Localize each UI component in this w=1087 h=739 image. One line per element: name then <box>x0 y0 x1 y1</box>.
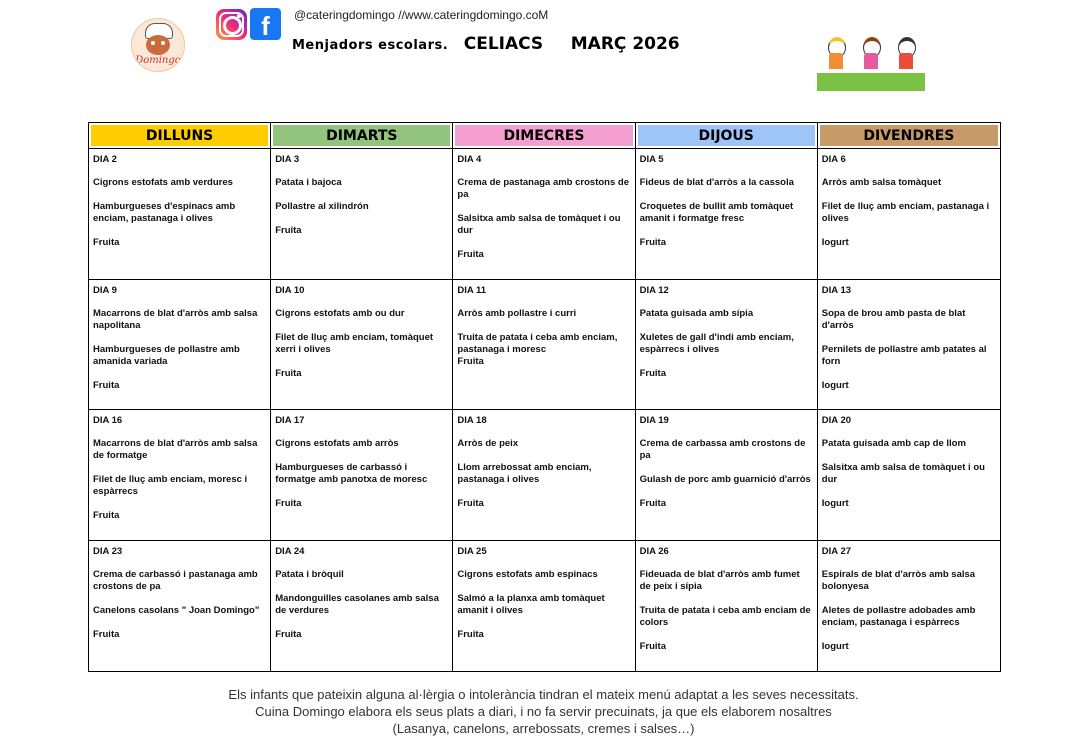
day-number: DIA 27 <box>821 545 852 557</box>
catering-logo <box>131 18 185 72</box>
menu-cell <box>89 280 271 411</box>
dish-item: Espirals de blat d'arròs amb salsa bolonyesa <box>821 568 976 592</box>
day-number: DIA 18 <box>457 415 487 426</box>
dish-item: Fideuada de blat d'arròs amb fumet de peix i sípia <box>639 568 800 592</box>
menu-cell <box>818 280 1000 411</box>
day-header-1 <box>271 123 453 149</box>
day-header-label: DIJOUS <box>638 125 815 146</box>
menu-table <box>88 122 1001 672</box>
day-number: DIA 3 <box>275 154 300 165</box>
dessert: Fruita <box>93 510 120 521</box>
menu-cell <box>453 280 635 411</box>
dish-item: Salsitxa amb salsa de tomàquet i ou dur <box>821 462 985 485</box>
dessert: Fruita <box>457 628 484 640</box>
dish-item: Mandonguilles casolanes amb salsa de verdures <box>275 592 439 616</box>
dessert: Fruita <box>639 498 666 509</box>
dish-item: Macarrons de blat d'arròs amb salsa de formatge <box>93 438 258 461</box>
dish-item: Filet de lluç amb enciam, moresc i espàrrecs <box>93 474 248 497</box>
dish-item: Crema de pastanaga amb crostons de pa <box>457 177 629 200</box>
instagram-icon[interactable] <box>216 9 247 40</box>
day-number: DIA 6 <box>821 154 846 165</box>
dish-item: Gulash de porc amb guarnició d'arròs <box>639 474 811 485</box>
dish-item: Patata i bajoca <box>275 177 342 188</box>
menu-cell <box>818 541 1000 672</box>
day-header-3 <box>636 123 818 149</box>
dish-item: Patata i bròquil <box>275 568 344 580</box>
dessert: Fruita <box>457 355 484 367</box>
footer-allergy-note: Els infants que pateixin alguna al·lèrgia o intolerància tindran el mateix menú adaptat a les seves necessitats. <box>228 687 859 702</box>
footer-examples-note: (Lasanya, canelons, arrebossats, cremes i salses…) <box>392 721 695 736</box>
dish-item: Xuletes de gall d'indi amb enciam, espàrrecs i olives <box>639 331 794 355</box>
dish-item: Hamburgueses de pollastre amb amanida variada <box>93 343 240 367</box>
menu-cell <box>271 541 453 672</box>
menu-cell <box>636 541 818 672</box>
dish-item: Hamburgueses d'espinacs amb enciam, pastanaga i olives <box>93 201 236 224</box>
title-month: MARÇ 2026 <box>570 34 680 54</box>
day-header-2 <box>453 123 635 149</box>
dish-item: Cigrons estofats amb arròs <box>275 438 399 449</box>
dessert: Fruita <box>639 640 666 652</box>
dessert: Fruita <box>93 628 120 640</box>
day-header-label: DIMECRES <box>455 125 632 146</box>
day-header-label: DIMARTS <box>273 125 450 146</box>
dish-item: Arròs amb salsa tomàquet <box>821 177 942 188</box>
day-header-label: DIVENDRES <box>820 125 998 146</box>
day-number: DIA 23 <box>93 545 123 557</box>
dish-item: Crema de carbassa amb crostons de pa <box>639 438 806 461</box>
facebook-icon[interactable]: f <box>250 8 281 40</box>
footer-homemade-note: Cuina Domingo elabora els seus plats a diari, i no fa servir precuinats, ja que els elaborem nosaltres <box>255 704 832 719</box>
day-number: DIA 12 <box>639 284 669 296</box>
title-prefix: Menjadors escolars. <box>292 38 449 53</box>
menu-cell <box>818 149 1000 280</box>
dish-item: Cigrons estofats amb espinacs <box>457 568 598 580</box>
day-number: DIA 19 <box>639 415 669 426</box>
day-number: DIA 13 <box>821 284 852 296</box>
day-number: DIA 11 <box>457 284 487 296</box>
dessert: Iogurt <box>821 237 849 248</box>
menu-cell <box>89 410 271 541</box>
chef-face-icon <box>146 35 170 55</box>
menu-cell <box>453 410 635 541</box>
menu-cell <box>453 541 635 672</box>
menu-cell <box>636 149 818 280</box>
day-number: DIA 2 <box>93 154 117 165</box>
dish-item: Canelons casolans " Joan Domingo" <box>93 604 260 616</box>
dish-item: Hamburgueses de carbassó i formatge amb panotxa de moresc <box>275 462 428 485</box>
dessert: Fruita <box>275 367 302 379</box>
menu-cell <box>636 280 818 411</box>
dessert: Fruita <box>639 367 666 379</box>
dish-item: Salmó a la planxa amb tomàquet amanit i olives <box>457 592 605 616</box>
dish-item: Filet de lluç amb enciam, tomàquet xerri i olives <box>275 331 434 355</box>
dish-item: Cigrons estofats amb ou dur <box>275 307 405 319</box>
day-number: DIA 17 <box>275 415 305 426</box>
dish-item: Cigrons estofats amb verdures <box>93 177 233 188</box>
dish-item: Crema de carbassó i pastanaga amb crostons de pa <box>93 568 258 592</box>
day-header-0 <box>89 123 271 149</box>
day-number: DIA 25 <box>457 545 487 557</box>
dish-item: Arròs amb pollastre i curri <box>457 307 577 319</box>
page-title <box>292 34 680 54</box>
dish-item: Fideus de blat d'arròs a la cassola <box>639 177 794 188</box>
day-number: DIA 10 <box>275 284 305 296</box>
dish-item: Macarrons de blat d'arròs amb salsa napolitana <box>93 307 258 331</box>
dish-item: Patata guisada amb sípia <box>639 307 754 319</box>
kids-at-table-illustration <box>817 35 925 91</box>
day-header-label: DILLUNS <box>91 125 268 146</box>
title-diet: CELIACS <box>463 34 544 54</box>
dish-item: Truita de patata i ceba amb enciam, pastanaga i moresc <box>457 331 618 355</box>
dessert: Iogurt <box>821 379 849 391</box>
day-number: DIA 24 <box>275 545 305 557</box>
day-number: DIA 20 <box>821 415 852 426</box>
menu-cell <box>271 280 453 411</box>
dish-item: Patata guisada amb cap de llom <box>821 438 966 449</box>
day-number: DIA 26 <box>639 545 669 557</box>
dessert: Fruita <box>275 225 302 236</box>
logo-brand-text: Domingo <box>135 55 181 66</box>
dish-item: Aletes de pollastre adobades amb enciam, pastanaga i espàrrecs <box>821 604 976 628</box>
menu-cell <box>89 541 271 672</box>
day-number: DIA 4 <box>457 154 482 165</box>
menu-cell <box>453 149 635 280</box>
day-number: DIA 5 <box>639 154 664 165</box>
dessert: Fruita <box>275 498 302 509</box>
dessert: Fruita <box>457 249 484 260</box>
menu-cell <box>271 149 453 280</box>
dessert: Fruita <box>639 237 666 248</box>
contact-line[interactable]: @cateringdomingo //www.cateringdomingo.coM <box>294 8 549 22</box>
dish-item: Llom arrebossat amb enciam, pastanaga i olives <box>457 462 592 485</box>
dessert: Fruita <box>275 628 302 640</box>
dessert: Fruita <box>93 237 120 248</box>
menu-cell <box>818 410 1000 541</box>
dish-item: Pernilets de pollastre amb patates al forn <box>821 343 987 367</box>
dessert: Fruita <box>457 498 484 509</box>
menu-cell <box>636 410 818 541</box>
dish-item: Filet de lluç amb enciam, pastanaga i olives <box>821 201 990 224</box>
day-header-4 <box>818 123 1000 149</box>
menu-cell <box>271 410 453 541</box>
dish-item: Arròs de peix <box>457 438 519 449</box>
menu-cell <box>89 149 271 280</box>
dish-item: Truita de patata i ceba amb enciam de colors <box>639 604 811 628</box>
dessert: Iogurt <box>821 498 849 509</box>
dessert: Fruita <box>93 379 120 391</box>
day-number: DIA 16 <box>93 415 123 426</box>
dish-item: Croquetes de bullit amb tomàquet amanit i formatge fresc <box>639 201 794 224</box>
dish-item: Salsitxa amb salsa de tomàquet i ou dur <box>457 213 621 236</box>
day-number: DIA 9 <box>93 284 117 296</box>
dish-item: Pollastre al xilindrón <box>275 201 369 212</box>
dessert: Iogurt <box>821 640 849 652</box>
dish-item: Sopa de brou amb pasta de blat d'arròs <box>821 307 966 331</box>
